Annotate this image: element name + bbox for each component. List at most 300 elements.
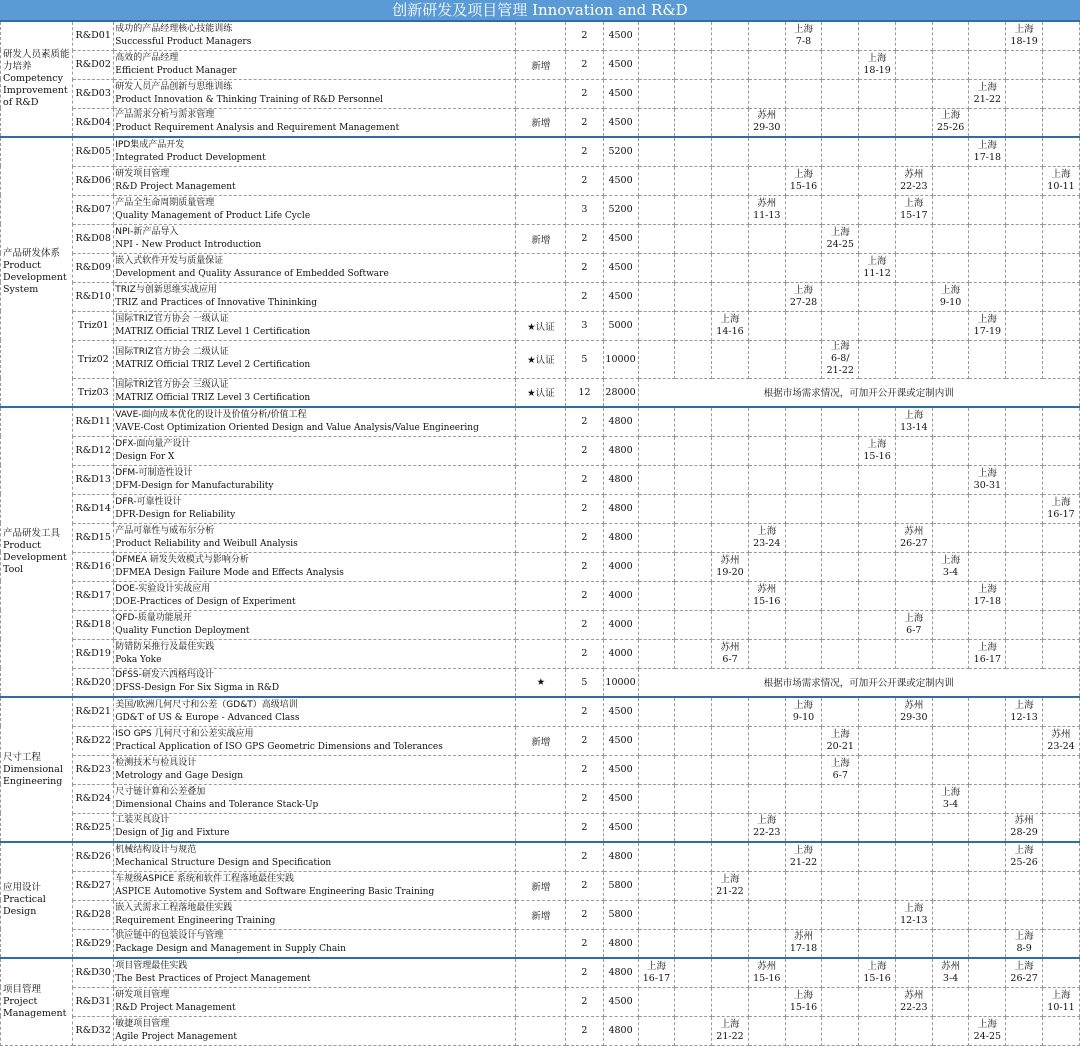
course-code: Triz03 [73,378,114,407]
month-cell [969,494,1006,523]
course-days: 2 [566,697,603,726]
month-cell [1006,552,1043,581]
course-price: 4500 [603,697,638,726]
month-cell [859,755,896,784]
course-price: 4800 [603,1016,638,1045]
month-cell [932,871,969,900]
table-row [1,166,1080,195]
session-dates: 15-16 [753,595,781,607]
month-cell [748,407,785,436]
course-tag: ★认证 [516,378,566,407]
month-cell [1043,784,1080,813]
session-dates: 17-18 [789,943,818,955]
month-cell [859,465,896,494]
month-cell [1043,108,1080,137]
course-price: 4800 [603,958,638,987]
month-cell [895,871,932,900]
month-cell [932,523,969,552]
table-row [1,79,1080,108]
month-cell [1043,958,1080,987]
session-dates: 25-26 [936,122,965,134]
course-days: 5 [566,340,603,378]
session-dates: 3-4 [942,972,959,984]
month-cell [785,697,822,726]
table-row [1,1016,1080,1045]
session-city: 上海 [1051,989,1071,1001]
course-tag [516,987,566,1016]
month-cell [675,407,712,436]
month-cell [1006,465,1043,494]
month-cell [712,900,749,929]
session-city: 苏州 [904,699,924,711]
month-cell [1043,639,1080,668]
course-price: 4800 [603,465,638,494]
table-row [1,378,1080,407]
session-dates: 15-16 [863,972,891,984]
month-cell [822,581,859,610]
month-cell [859,900,896,929]
session-city: 上海 [941,554,961,566]
month-cell [822,137,859,166]
course-tag [516,137,566,166]
month-cell [1006,195,1043,224]
course-tag [516,1016,566,1045]
month-cell [932,494,969,523]
month-cell [675,900,712,929]
course-price: 10000 [603,668,638,697]
month-cell [748,79,785,108]
month-cell [638,79,675,108]
month-cell [1006,813,1043,842]
course-title-zh: 研发项目管理 [115,989,170,1000]
month-cell [785,726,822,755]
month-cell [675,813,712,842]
month-cell [1006,311,1043,340]
session-city: 上海 [867,438,887,450]
month-cell [969,224,1006,253]
month-cell [969,784,1006,813]
course-title-en: ASPICE Automotive System and Software Engineering Basic Training [115,886,435,897]
course-title-zh: 产品需求分析与需求管理 [115,110,215,121]
category-name-en: Product Development Tool [3,540,67,575]
month-cell [748,755,785,784]
course-title-en: DFMEA Design Failure Mode and Effects Analysis [115,567,344,578]
session-city: 上海 [1051,168,1071,180]
table-row [1,842,1080,871]
month-cell [859,581,896,610]
course-price: 5200 [603,137,638,166]
table-row [1,726,1080,755]
session-city: 上海 [1014,844,1034,856]
course-title [114,639,516,668]
month-cell [638,639,675,668]
month-cell [675,436,712,465]
course-price: 5000 [603,311,638,340]
course-days: 3 [566,311,603,340]
table-row [1,552,1080,581]
month-cell [748,108,785,137]
month-cell [932,929,969,958]
month-cell [932,21,969,50]
course-title-en: DFSS-Design For Six Sigma in R&D [115,683,280,694]
session-dates: 3-4 [942,566,959,578]
course-tag [516,929,566,958]
course-price: 4500 [603,987,638,1016]
month-cell [1006,50,1043,79]
month-cell [1043,581,1080,610]
month-cell [859,407,896,436]
month-cell [712,195,749,224]
course-code: R&D12 [73,436,114,465]
course-title-en: The Best Practices of Project Management [115,973,311,984]
month-cell [1006,958,1043,987]
month-cell [638,137,675,166]
month-cell [822,639,859,668]
month-cell [748,784,785,813]
month-cell [675,755,712,784]
session-city: 上海 [720,1018,740,1030]
month-cell [748,581,785,610]
course-title [114,581,516,610]
month-cell [638,50,675,79]
course-days: 2 [566,987,603,1016]
month-cell [675,494,712,523]
month-cell [785,50,822,79]
session-dates: 22-23 [900,180,928,192]
course-code: R&D06 [73,166,114,195]
course-tag: 新增 [516,726,566,755]
course-tag: 新增 [516,224,566,253]
month-cell [638,697,675,726]
month-cell [748,552,785,581]
course-days: 2 [566,407,603,436]
month-cell [748,282,785,311]
course-tag [516,610,566,639]
session-dates: 21-22 [716,885,744,897]
month-cell [895,253,932,282]
session-dates: 11-13 [753,209,781,221]
course-days: 2 [566,581,603,610]
course-code: R&D14 [73,494,114,523]
month-cell [712,987,749,1016]
month-cell [638,784,675,813]
month-cell [785,755,822,784]
course-days: 2 [566,755,603,784]
month-cell [748,958,785,987]
month-cell [675,523,712,552]
session-city: 上海 [1014,960,1034,972]
table-row [1,195,1080,224]
category-name-en: Practical Design [3,894,46,917]
month-cell [638,224,675,253]
month-cell [859,108,896,137]
table-row [1,224,1080,253]
month-cell [859,253,896,282]
month-cell [895,407,932,436]
month-cell [675,224,712,253]
course-title [114,407,516,436]
course-title-zh: 机械结构设计与规范 [115,844,197,855]
course-code: R&D13 [73,465,114,494]
month-cell [1043,697,1080,726]
session-city: 苏州 [757,197,777,209]
session-dates: 6-7 [906,624,922,636]
month-cell [895,610,932,639]
session-city: 上海 [830,757,850,769]
month-cell [859,282,896,311]
table-row [1,697,1080,726]
course-title [114,21,516,50]
month-cell [1043,726,1080,755]
course-title-en: MATRIZ Official TRIZ Level 2 Certification [115,360,311,370]
month-cell [1006,407,1043,436]
month-cell [1006,340,1043,378]
session-dates: 21-22 [973,93,1002,105]
course-title-en: R&D Project Management [115,181,236,192]
course-title [114,726,516,755]
course-tag [516,79,566,108]
course-tag [516,552,566,581]
course-tag [516,697,566,726]
course-days: 2 [566,224,603,253]
month-cell [638,581,675,610]
month-cell [1006,987,1043,1016]
category-name-zh: 研发人员素质能力培养 [3,49,70,72]
month-cell [1043,929,1080,958]
month-cell [859,224,896,253]
month-cell [712,108,749,137]
course-title-en: Successful Product Managers [115,36,252,47]
month-cell [932,987,969,1016]
month-cell [675,929,712,958]
course-price: 4000 [603,581,638,610]
month-cell [748,697,785,726]
month-cell [712,958,749,987]
month-cell [932,958,969,987]
month-cell [748,195,785,224]
course-days: 2 [566,436,603,465]
month-cell [969,755,1006,784]
month-cell [895,755,932,784]
month-cell [1006,842,1043,871]
month-cell [822,842,859,871]
month-cell [932,195,969,224]
session-dates: 17-19 [973,325,1002,337]
table-row [1,523,1080,552]
session-dates: 20-21 [826,740,854,752]
course-title-zh: 工装夹具设计 [115,815,170,826]
course-days: 2 [566,726,603,755]
course-price: 4000 [603,552,638,581]
month-cell [1043,166,1080,195]
session-city: 上海 [977,139,997,151]
session-city: 苏州 [720,641,740,653]
month-cell [895,987,932,1016]
course-price: 4800 [603,407,638,436]
session-dates: 15-16 [863,450,891,462]
month-cell [712,407,749,436]
course-title-zh: DFR-可靠性设计 [115,496,182,507]
month-cell [785,79,822,108]
course-code: R&D24 [73,784,114,813]
category-name-zh: 产品研发体系 [3,248,61,259]
month-cell [822,813,859,842]
month-cell [748,340,785,378]
month-cell [785,610,822,639]
month-cell [859,813,896,842]
session-city: 苏州 [757,960,777,972]
month-cell [932,813,969,842]
month-cell [675,465,712,494]
month-cell [859,166,896,195]
course-title-zh: 高效的产品经理 [115,52,179,63]
course-title [114,842,516,871]
month-cell [675,21,712,50]
month-cell [638,842,675,871]
course-title-zh: 尺寸链计算和公差叠加 [115,786,206,797]
course-code: R&D04 [73,108,114,137]
month-cell [748,813,785,842]
month-cell [1043,340,1080,378]
month-cell [1006,929,1043,958]
month-cell [712,253,749,282]
course-days: 2 [566,166,603,195]
course-code: R&D05 [73,137,114,166]
session-city: 上海 [977,81,997,93]
course-title-en: Development and Quality Assurance of Embedded Software [115,268,389,279]
session-city: 苏州 [1014,815,1034,827]
month-cell [785,581,822,610]
month-cell [895,581,932,610]
course-title-en: Quality Management of Product Life Cycle [115,210,311,221]
course-title-zh: VAVE-面向成本优化的设计及价值分析/价值工程 [115,409,307,420]
course-tag: 新增 [516,50,566,79]
session-city: 苏州 [904,989,924,1001]
course-tag [516,195,566,224]
table-row [1,581,1080,610]
session-city: 苏州 [757,110,777,122]
category-name-zh: 产品研发工具 [3,528,61,539]
month-cell [895,195,932,224]
category-name-en: Project Management [3,995,67,1019]
month-cell [822,1016,859,1045]
course-price: 4800 [603,523,638,552]
course-title-zh: TRIZ与创新思维实战应用 [115,284,217,295]
month-cell [712,224,749,253]
course-code: R&D22 [73,726,114,755]
session-dates: 28-29 [1010,827,1038,839]
session-city: 上海 [904,612,924,624]
month-cell [712,610,749,639]
month-cell [1043,311,1080,340]
session-city: 苏州 [757,583,777,595]
month-cell [859,79,896,108]
month-cell [969,166,1006,195]
course-title-zh: 嵌入式需求工程落地最佳实践 [115,902,233,913]
session-city: 上海 [904,902,924,914]
course-tag [516,21,566,50]
course-title-en: Practical Application of ISO GPS Geometric Dimensions and Tolerances [115,741,443,752]
course-title [114,697,516,726]
session-city: 苏州 [794,931,814,943]
course-title-en: Dimensional Chains and Tolerance Stack-Up [115,799,319,810]
month-cell [895,21,932,50]
course-price: 4500 [603,224,638,253]
course-days: 2 [566,552,603,581]
course-days: 2 [566,282,603,311]
month-cell [712,1016,749,1045]
course-tag: 新增 [516,871,566,900]
month-cell [1006,755,1043,784]
course-title [114,494,516,523]
course-tag: 新增 [516,108,566,137]
table-row [1,755,1080,784]
month-cell [748,21,785,50]
course-title-zh: 研发项目管理 [115,168,170,179]
month-cell [638,494,675,523]
month-cell [932,697,969,726]
month-cell [969,282,1006,311]
category-name-zh: 项目管理 [3,983,42,995]
session-city: 苏州 [720,554,740,566]
month-cell [895,436,932,465]
month-cell [969,871,1006,900]
course-code: R&D11 [73,407,114,436]
course-price: 4500 [603,21,638,50]
course-days: 2 [566,79,603,108]
month-cell [859,842,896,871]
course-title [114,137,516,166]
month-cell [712,465,749,494]
month-cell [822,108,859,137]
session-dates: 10-11 [1047,1001,1075,1013]
month-cell [932,639,969,668]
month-cell [859,784,896,813]
session-dates: 6-8/ 21-22 [826,353,854,376]
course-code: R&D27 [73,871,114,900]
course-days: 2 [566,929,603,958]
session-dates: 22-23 [753,827,781,839]
table-row [1,639,1080,668]
course-title [114,436,516,465]
month-cell [712,137,749,166]
course-days: 2 [566,784,603,813]
month-cell [932,726,969,755]
course-tag [516,813,566,842]
session-city: 上海 [1014,23,1034,35]
month-cell [969,79,1006,108]
month-cell [675,311,712,340]
month-cell [638,407,675,436]
month-cell [785,108,822,137]
category-cell [1,21,73,137]
month-cell [1006,871,1043,900]
month-cell [712,166,749,195]
month-cell [712,79,749,108]
session-city: 上海 [977,313,997,325]
month-cell [748,639,785,668]
course-title-en: R&D Project Management [115,1002,236,1013]
month-cell [895,282,932,311]
month-cell [1006,610,1043,639]
month-cell [895,813,932,842]
course-price: 5800 [603,871,638,900]
month-cell [675,340,712,378]
month-cell [1006,900,1043,929]
course-title-en: Metrology and Gage Design [115,770,244,781]
session-dates: 21-22 [789,856,818,868]
course-days: 2 [566,639,603,668]
